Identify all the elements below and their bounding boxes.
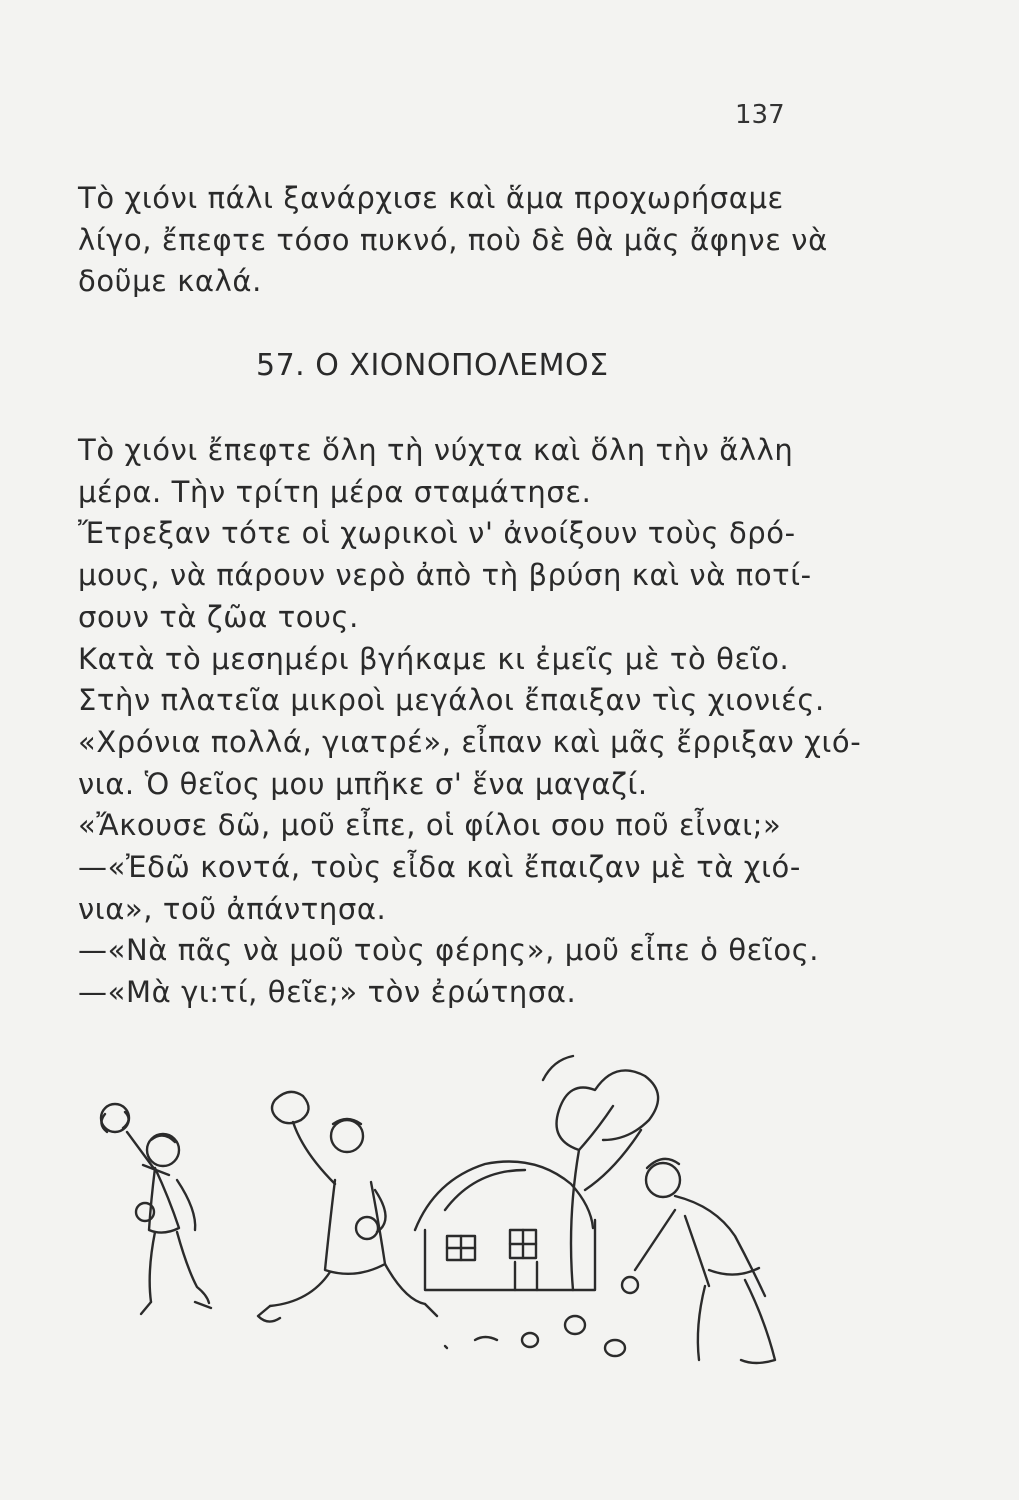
chapter-heading: 57. Ο ΧΙΟΝΟΠΟΛΕΜΟΣ	[256, 348, 609, 383]
boy-right-figure	[622, 1159, 775, 1363]
text-line: Τὸ χιόνι πάλι ξανάρχισε καὶ ἅμα προχωρήσαμε	[78, 181, 784, 215]
ground-snowballs	[445, 1316, 625, 1356]
text-line: —«Μὰ γι:τί, θεῖε;» τὸν ἐρώτησα.	[78, 975, 577, 1010]
intro-paragraph	[78, 178, 858, 303]
body-text	[78, 430, 862, 1014]
text-line: σουν τὰ ζῶα τους.	[78, 599, 359, 634]
boy-left-figure	[101, 1104, 211, 1314]
text-line: μους, νὰ πάρουν νερὸ ἀπὸ τὴ βρύση καὶ νὰ ποτί-	[78, 558, 812, 593]
text-line: δοῦμε καλά.	[78, 264, 262, 299]
text-line: νια. Ὁ θεῖος μου μπῆκε σ' ἕνα μαγαζί.	[78, 766, 648, 801]
text-line: νια», τοῦ ἀπάντησα.	[78, 891, 387, 926]
snowball-fight-illustration	[85, 1040, 895, 1390]
text-line: Τὸ χιόνι ἔπεφτε ὅλη τὴ νύχτα καὶ ὅλη τὴν ἄλλη	[78, 433, 794, 467]
text-line: —«Ἐδῶ κοντά, τοὺς εἶδα καὶ ἔπαιζαν μὲ τὰ χιό-	[78, 850, 801, 885]
text-line: Κατὰ τὸ μεσημέρι βγήκαμε κι ἐμεῖς μὲ τὸ θεῖο.	[78, 641, 790, 676]
page-number: 137	[735, 100, 785, 130]
text-line: «Χρόνια πολλά, γιατρέ», εἶπαν καὶ μᾶς ἔρριξαν χιό-	[78, 724, 862, 759]
house-drawing	[415, 1162, 595, 1291]
text-line: Ἔτρεξαν τότε οἱ χωρικοὶ ν' ἀνοίξουν τοὺς δρό-	[78, 516, 796, 551]
text-line: «Ἄκουσε δῶ, μοῦ εἶπε, οἱ φίλοι σου ποῦ εἶναι;»	[78, 808, 782, 843]
text-line: —«Νὰ πᾶς νὰ μοῦ τοὺς φέρης», μοῦ εἶπε ὁ θεῖος.	[78, 933, 820, 968]
text-line: μέρα. Τὴν τρίτη μέρα σταμάτησε.	[78, 474, 592, 509]
text-line: λίγο, ἔπεφτε τόσο πυκνό, ποὺ δὲ θὰ μᾶς ἄφηνε νὰ	[78, 222, 828, 257]
illustration-drawing	[85, 1040, 895, 1390]
text-line: Στὴν πλατεῖα μικροὶ μεγάλοι ἔπαιξαν τὶς χιονιές.	[78, 683, 825, 718]
boy-middle-figure	[258, 1092, 437, 1322]
tree-drawing	[543, 1056, 658, 1290]
